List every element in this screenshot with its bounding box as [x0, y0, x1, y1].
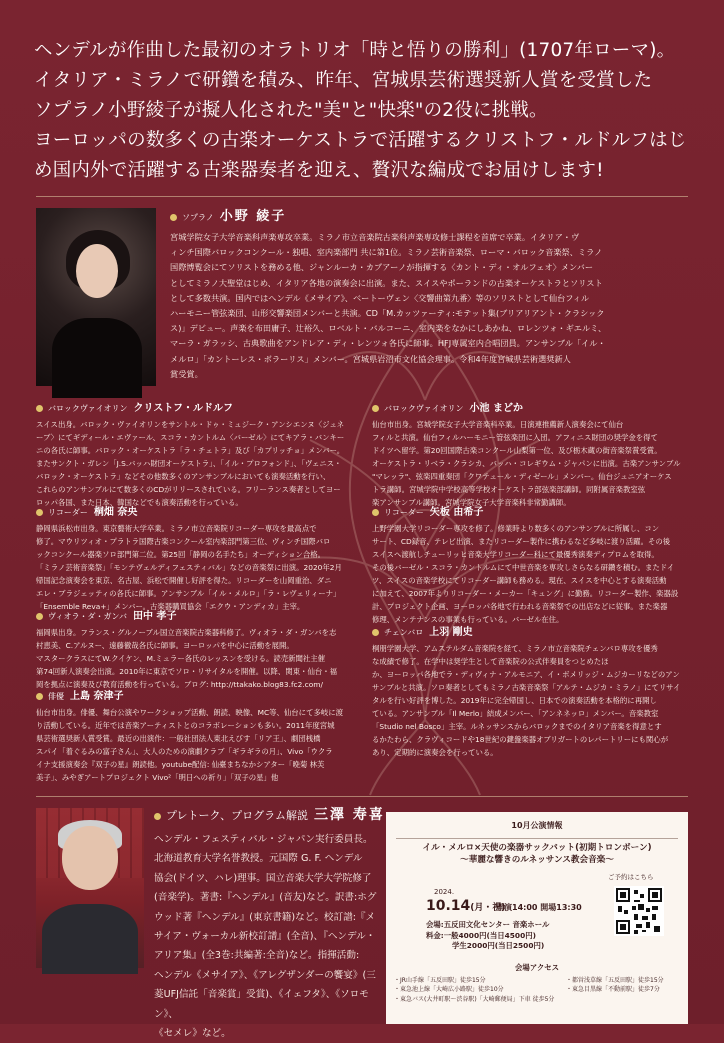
tanaka-bio: 福岡県出身。フランス・グルノーブル国立音楽院古楽器科修了。ヴィオラ・ダ・ガンバを志 村恵美、C.アルヌー、遠藤徹哉各氏に師事。ヨーロッパを中心に活動を展開。 マスタークラスにてW.クイケン、M.ミュラー各氏のレッスンを受ける。読売新聞社主催 第74回新人演奏会出演。2010年に東京でソロ・リサイタルを開催。以降、関東・仙台・福 岡を拠点に演奏及び教育活動を行っている。ブログ: http://ttakako.blog83.fc2.com/ [36, 628, 338, 689]
soprano-name: 小野 綾子 [219, 209, 287, 224]
concert-times: 開演14:00 開場13:30 [496, 903, 582, 912]
intro-line: め国内外で活躍する古楽器奏者を迎え、贅沢な編成でお届けします! [34, 160, 604, 181]
bullet-dot-icon [36, 509, 43, 516]
soprano-bio: 宮城学院女子大学音楽科声楽専攻卒業。ミラノ市立音楽院古楽科声楽専攻修士課程を首席で卒業。イタリア・ヴ ィンチ国際バロックコンクール・独唱、室内楽部門 共に第1位。ミラノ芸術音楽祭、ローマ・バロック音楽祭、ミラノ 国際博覧会にてソリストを務める他、ジャンルーカ・カプアーノが指揮する〈カント・ディ・オルフェオ〉メンバー としてミラノ大聖堂はじめ、イタリア各地の演奏会に出演。また、スイスやポーランドの古楽オーケストラとソリスト として多数共演。国内ではヘンデル《メサイア》、ベートーヴェン〈交響曲第九番〉等のソリストとして仙台フィル ハーモニー管弦楽団、山形交響楽団メンバーと共演。CD「M.カッツァーティ:モテット集(ブリアリアント・クラシック ス)」デビュー。声楽を布田庸子、辻裕久、ロベルト・バルコーニ、室内楽をなかにしあかね、ロレンツォ・ギエルミ、 マーラ・ガラッシ、古典歌曲をアンドレア・ディ・レンツォ各氏に師事。HFJ専属室内合唱団員。アンサンブル「イル・ メルロ」「カントーレス・ボラーリス」メンバー。宮城県岩沼市文化協会理事。令和4年度宮城県芸術選奨新人 賞受賞。 [170, 232, 607, 379]
yanagi-bio: 上野学園大学リコーダー専攻を修了。修業時より数多くのアンサンブルに所属し、コン サート、CD録音、テレビ出演、またリコーダー製作に携わるなど多岐に渡り活躍。その後 スイスへ渡航しチューリッヒ音楽大学リコーダー科にて最優秀演奏ディプロムを取得。 その後バーゼル・スコラ・カントルムにて中世音楽を専攻しさらなる研鑽を積む。またドイ ツ、スイスの音楽学校にてリコーダー講師も務める。現在、スイスを中心とする演奏活動 に加えて、2007年よりリコーダー・メーカー「キュング」に勤務。リコーダー製作、楽器設 計、プロジェクト企画、ヨーロッパ各地で行われる音楽祭での出店などに従事。また楽器 修理、メンテナンスの事業も行っている。バーゼル在住。 [372, 524, 679, 624]
tanaka-heading: ヴィオラ・ダ・ガンバ 田中 孝子 [36, 610, 176, 624]
koike-heading: バロックヴァイオリン 小池 まどか [372, 402, 523, 416]
bullet-dot-icon [372, 509, 379, 516]
soprano-heading [170, 210, 286, 225]
concert-venue: 会場:五反田文化センター 音楽ホール 料金:一般4000円(当日4500円) 学生2000円(当日2500円) [426, 920, 550, 950]
kamiya-heading: チェンバロ 上羽 剛史 [372, 626, 473, 640]
intro-line: ヨーロッパの数多くの古楽オーケストラで活躍するクリストフ・ルドルフはじ [34, 130, 687, 151]
bullet-dot-icon [372, 629, 379, 636]
bullet-dot-icon [36, 613, 43, 620]
bullet-dot-icon [170, 214, 177, 221]
qr-code-icon[interactable] [614, 886, 664, 936]
intro-line: イタリア・ミラノで研鑽を積み、昨年、宮城県芸術選奨新人賞を受賞した [34, 70, 653, 91]
kirita-bio: 静岡県浜松市出身。東京藝術大学卒業。ミラノ市立音楽院リコーダー専攻を最高点で 修了。マウリツィオ・プラトラ国際古楽コンクール室内楽部門第三位、ヴィンチ国際バロ ックコンクール器楽ソロ部門第二位。第25回「静岡の名手たち」オーディション合格。 「ミラノ芸術音楽祭」「モンテヴェルディフェスティバル」などの音楽祭に出演。2020年2月 帰国記念演奏会を東京、名古屋、浜松で開催し好評を得た。リコーダーを山岡重治、ダニ エレ・ブラジェッティの各氏に師事。アンサンブル「イル・メルロ」「ラ・レヴェリィーナ」 「Ensemble Reva+」メンバー。古楽器購買協会「エクウ・アンディカ」主宰。 [36, 524, 342, 611]
kamiya-bio: 桐朋学園大学、アムステルダム音楽院を経て、ミラノ市立音楽院チェンバロ専攻を優秀 な成績で修了。在学中は奨学生として音楽院の公式伴奏員をつとめたほ か、ヨーロッパ各地でラ・ディヴィナ・アルモニア、イ・ボメリッジ・ムジカーリなどのアン サンブルと共演。ソロ奏者としてもミラノ古楽音楽祭「アルテ・ムジカ・ミラノ」にてリサイ タルを行い好評を博した。2019年に完全帰国し、日本での演奏活動を本格的に再開し ている。アンサンブル「Il Merlo」結成メンバー、「アンネネッロ」メンバー。音楽教室 「Studio nel Bosco」主宰。ルネッサンスからバロックまでのイタリア音楽を得意とす るかたわら、クラヴィコードや18世紀の鍵盤楽器オブリガートのレパートリーにも関心が あり、定期的に演奏会を行っている。 [372, 644, 681, 757]
miura-photo [36, 808, 144, 968]
access-right: ・都営浅草線「五反田駅」徒歩15分 ・東急目黒線「不動前駅」徒歩7分 [566, 977, 664, 994]
ueshima-bio: 仙台市出身。俳優、舞台公演やワークショップ活動、朗読、映像、MC等、仙台にて多岐に渡 り活動している。近年では音楽アーティストとのコラボレーションも多い。2011年度宮城 県芸術選奨新人賞受賞。最近の出演作：一般社団法人東北えびす「リア王」、劇団桟橋 スパイ「着ぐるみの富子さん」、大人のための演劇クラブ「ギラギラの月」、Vivo「ウクラ イナ支援演奏会『双子の星』朗読他。youtube配信: 仙臺まちなかシアター「晩菊 林芙 美子」、みやぎアートプロジェクト Vivo²「明日への祈り」「双子の星」他 [36, 708, 344, 782]
access-left: ・JR山手線「五反田駅」徒歩15分 ・東急池上線「大崎広小路駅」徒歩10分 ・東急バス(大井町駅〜渋谷駅)「大崎郵便局」下車 徒歩5分 [394, 977, 555, 1003]
concert-date: 10.14(月・祝) [426, 898, 506, 914]
soprano-role: ソプラノ [182, 213, 214, 222]
bullet-dot-icon [36, 405, 43, 412]
intro-line: ソプラノ小野綾子が擬人化された"美"と"快楽"の2役に挑戦。 [34, 100, 548, 121]
divider [396, 838, 678, 839]
intro-line: ヘンデルが作曲した最初のオラトリオ「時と悟りの勝利」(1707年ローマ)。 [34, 40, 676, 61]
access-panel [386, 954, 688, 1024]
rudolf-bio: スイス出身。バロック・ヴァイオリンをサントル・ドゥ・ミュジーク・アンシエンヌ〈ジュネ ーブ〉にてギディール・エヴァール、スコラ・カントルム〈バーゼル〉にてキアラ・バンキー ニの各氏に師事。バロック・オーケストラ「ラ・チェトラ」及び「カプリッチョ」メンバー。 またサンクト・ガレン「J.S.バッハ財団オーケストラ」、「イル・プロフォンド」、「ヴェニス・ バロック・オーケストラ」などその他数多くのアンサンブルにおいても演奏活動を行い、 これらのアンサンブルにて数多くのCDがリリースされている。フリーランス奏者としてヨー ロッパ各国、また日本、韓国などでも演奏活動を行っている。 [36, 420, 345, 507]
yanagi-heading: リコーダー 矢板 由希子 [372, 506, 483, 520]
access-header: 会場アクセス [514, 963, 560, 972]
kirita-heading: リコーダー 桐畑 奈央 [36, 506, 137, 520]
koike-bio: 仙台市出身。宮城学院女子大学音楽科卒業。日演連推薦新人演奏会にて仙台 フィルと共演。仙台フィルハーモニー管弦楽団に入団。アフィニス財団の奨学金を得て ドイツへ留学。第20回国際古楽コンクール山梨第一位、及び栃木蔵の街音楽祭賞受賞。 オーケストラ・リベラ・クラシカ、バッハ・コレギウム・ジャパンに出演。古楽アンサンブル "マレッラ"、弦楽四重奏団「クワテュール・ディゼール」メンバー。仙台ジュニアオーケス トラ講師。宮城学院中学校高等学校オーケストラ部弦楽部講師。同附属音楽教室弦 楽アンサンブル講師。宮城学院女子大学音楽科非常勤講師。 [372, 420, 681, 507]
bullet-dot-icon [36, 693, 43, 700]
bullet-dot-icon [154, 813, 161, 820]
concert-year: 2024. [434, 888, 455, 896]
miura-bio: ヘンデル・フェスティバル・ジャパン実行委員長。 北海道教育大学名誉教授。元国際 G. F. ヘンデル 協会(ドイツ、ハレ)理事。国立音楽大学大学院修了 (音楽学)。著書:『ヘンデル』(音友)など。訳書:ホグ ウッド著『ヘンデル』(東京書籍)など。校訂譜:『メ サイア・ヴォーカル新校訂譜』(全音)、『ヘンデル・ アリア集』(全3巻:共編著:全音)など。指揮活動: ヘンデル《メサイア》、《アレグザンダーの饗宴》(三 菱UFJ信託「音楽賞」受賞)、《イェフタ》、《ソロモン》、 《セメレ》など。 [154, 834, 377, 1040]
qr-label: ご予約はこちら [608, 873, 654, 881]
concert-title: イル・メルロ×天使の楽器サックバット(初期トロンボーン) 〜華麗な響きのルネッサンス教会音楽〜 [422, 843, 652, 865]
soprano-photo [36, 208, 156, 386]
divider [36, 796, 688, 797]
concert-header: 10月公演情報 [511, 821, 563, 830]
bullet-dot-icon [372, 405, 379, 412]
divider [36, 196, 688, 197]
intro-text [34, 36, 694, 186]
ueshima-heading: 俳優 上島 奈津子 [36, 690, 123, 704]
miura-heading: プレトーク、プログラム解説 三澤 寿喜 [154, 808, 385, 824]
rudolf-heading: バロックヴァイオリン クリストフ・ルドルフ [36, 402, 233, 416]
